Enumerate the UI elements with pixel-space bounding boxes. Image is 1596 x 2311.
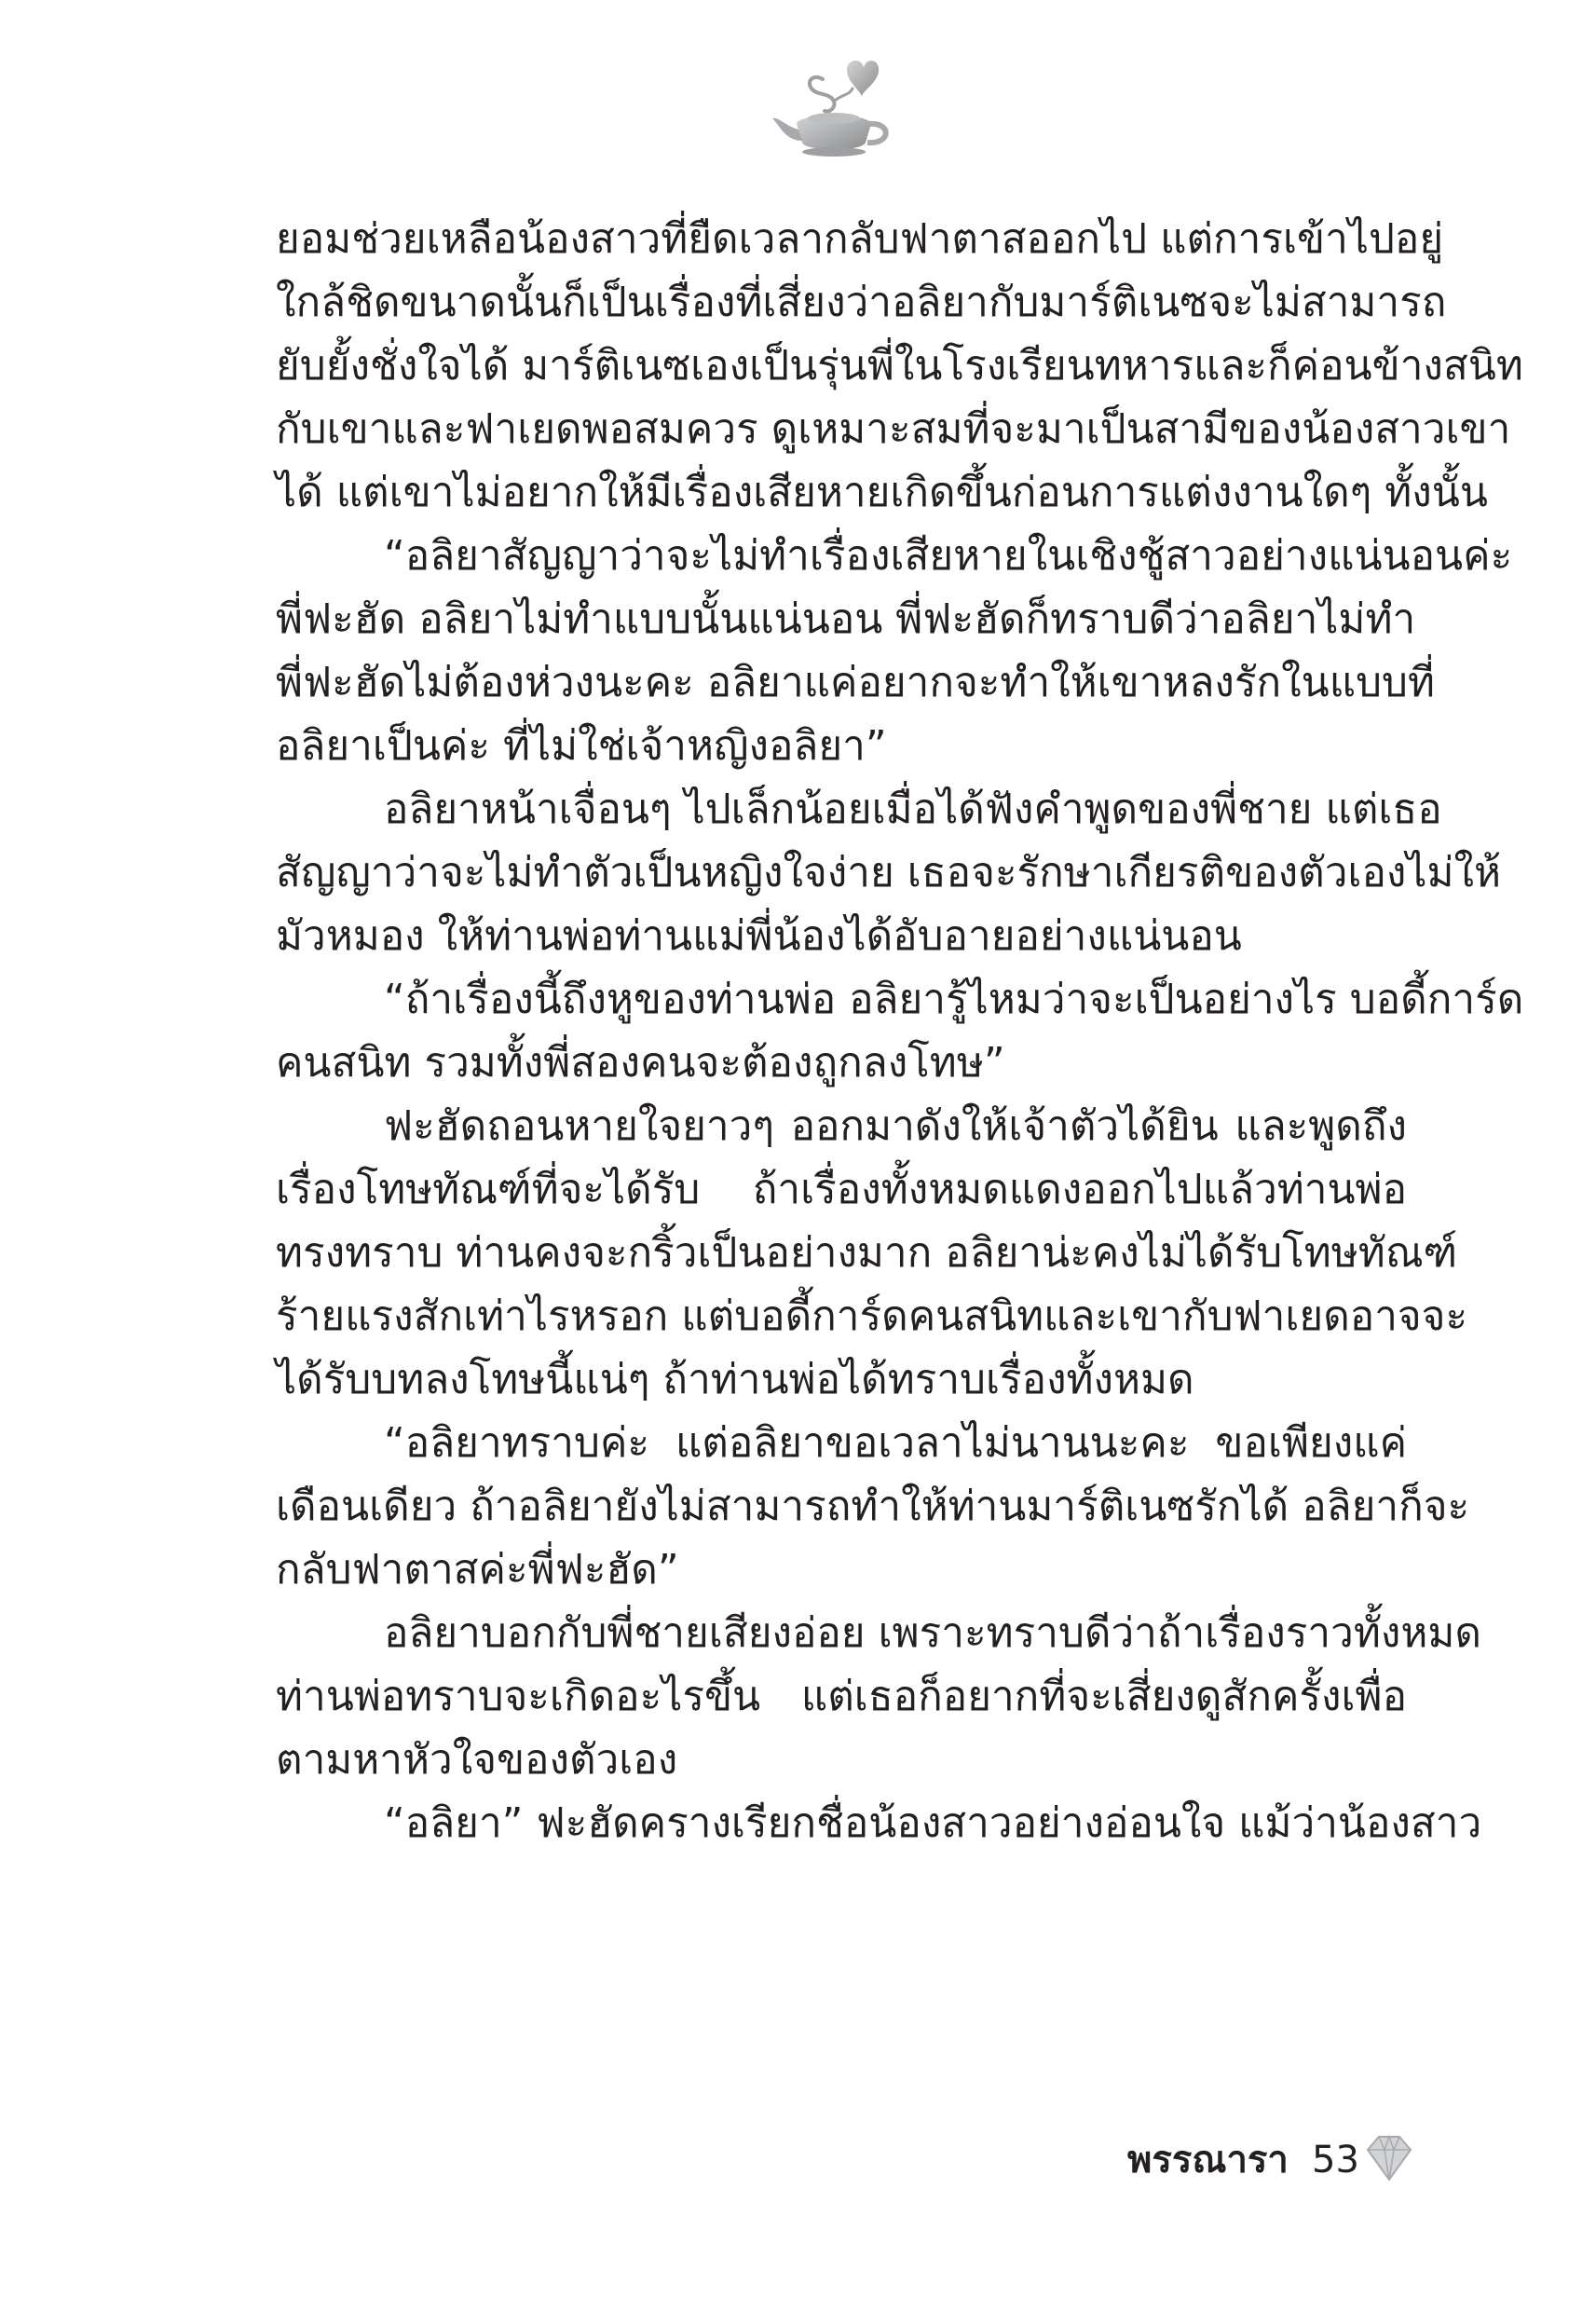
text-line: “ถ้าเรื่องนี้ถึงหูของท่านพ่อ อลิยารู้ไหมว่าจะเป็นอย่างไร บอดี้การ์ด — [384, 976, 1524, 1023]
text-line: ได้ แต่เขาไม่อยากให้มีเรื่องเสียหายเกิดขึ้นก่อนการแต่งงานใดๆ ทั้งนั้น — [276, 469, 1488, 516]
text-line: พี่ฟะฮัด อลิยาไม่ทำแบบนั้นแน่นอน พี่ฟะฮัดก็ทราบดีว่าอลิยาไม่ทำ — [276, 595, 1416, 643]
text-line: อลิยาบอกกับพี่ชายเสียงอ่อย เพราะทราบดีว่าถ้าเรื่องราวทั้งหมด — [384, 1609, 1481, 1657]
text-line: คนสนิท รวมทั้งพี่สองคนจะต้องถูกลงโทษ” — [276, 1039, 1005, 1087]
text-line: ทรงทราบ ท่านคงจะกริ้วเป็นอย่างมาก อลิยาน่ะคงไม่ได้รับโทษทัณฑ์ — [276, 1229, 1458, 1277]
page-number: 53 — [1312, 2139, 1359, 2181]
text-line: “อลิยา” ฟะฮัดครางเรียกชื่อน้องสาวอย่างอ่อนใจ แม้ว่าน้องสาว — [384, 1799, 1482, 1847]
text-line: ร้ายแรงสักเท่าไรหรอก แต่บอดี้การ์ดคนสนิทและเขากับฟาเยดอาจจะ — [276, 1292, 1468, 1340]
body-text — [276, 208, 1524, 1855]
text-line: ฟะฮัดถอนหายใจยาวๆ ออกมาดังให้เจ้าตัวได้ยิน และพูดถึง — [384, 1102, 1407, 1150]
text-line: เดือนเดียว ถ้าอลิยายังไม่สามารถทำให้ท่านมาร์ติเนซรักได้ อลิยาก็จะ — [276, 1483, 1470, 1530]
text-line: อลิยาหน้าเจื่อนๆ ไปเล็กน้อยเมื่อได้ฟังคำพูดของพี่ชาย แต่เธอ — [384, 786, 1442, 833]
text-line: ตามหาหัวใจของตัวเอง — [276, 1736, 678, 1784]
text-line: ยับยั้งชั่งใจได้ มาร์ติเนซเองเป็นรุ่นพี่ในโรงเรียนทหารและก็ค่อนข้างสนิท — [276, 342, 1523, 390]
text-line: มัวหมอง ให้ท่านพ่อท่านแม่พี่น้องได้อับอายอย่างแน่นอน — [276, 912, 1242, 960]
text-line: พี่ฟะฮัดไม่ต้องห่วงนะคะ อลิยาแค่อยากจะทำให้เขาหลงรักในแบบที่ — [276, 659, 1435, 706]
page-footer — [1099, 2129, 1453, 2195]
text-line: ใกล้ชิดขนาดนั้นก็เป็นเรื่องที่เสี่ยงว่าอลิยากับมาร์ติเนซจะไม่สามารถ — [276, 279, 1447, 326]
text-line: ยอมช่วยเหลือน้องสาวที่ยืดเวลากลับฟาตาสออกไป แต่การเข้าไปอยู่ — [276, 215, 1444, 263]
text-line: อลิยาเป็นค่ะ ที่ไม่ใช่เจ้าหญิงอลิยา” — [276, 722, 887, 770]
teapot-heart-icon — [769, 51, 899, 163]
text-line: ท่านพ่อทราบจะเกิดอะไรขึ้น แต่เธอก็อยากที่จะเสี่ยงดูสักครั้งเพื่อ — [276, 1673, 1407, 1720]
text-line: เรื่องโทษทัณฑ์ที่จะได้รับ ถ้าเรื่องทั้งหมดแดงออกไปแล้วท่านพ่อ — [276, 1166, 1407, 1213]
diamond-icon — [1360, 2129, 1418, 2187]
text-line: “อลิยาทราบค่ะ แต่อลิยาขอเวลาไม่นานนะคะ ขอเพียงแค่ — [384, 1419, 1407, 1467]
text-line: กลับฟาตาสค่ะพี่ฟะฮัด” — [276, 1546, 679, 1593]
text-line: ได้รับบทลงโทษนี้แน่ๆ ถ้าท่านพ่อได้ทราบเรื่องทั้งหมด — [276, 1356, 1194, 1403]
text-line: กับเขาและฟาเยดพอสมควร ดูเหมาะสมที่จะมาเป็นสามีของน้องสาวเขา — [276, 405, 1511, 453]
text-line: สัญญาว่าจะไม่ทำตัวเป็นหญิงใจง่าย เธอจะรักษาเกียรติของตัวเองไม่ให้ — [276, 849, 1501, 896]
book-title: พรรณารา — [1127, 2139, 1289, 2181]
text-line: “อลิยาสัญญาว่าจะไม่ทำเรื่องเสียหายในเชิงชู้สาวอย่างแน่นอนค่ะ — [384, 532, 1513, 580]
